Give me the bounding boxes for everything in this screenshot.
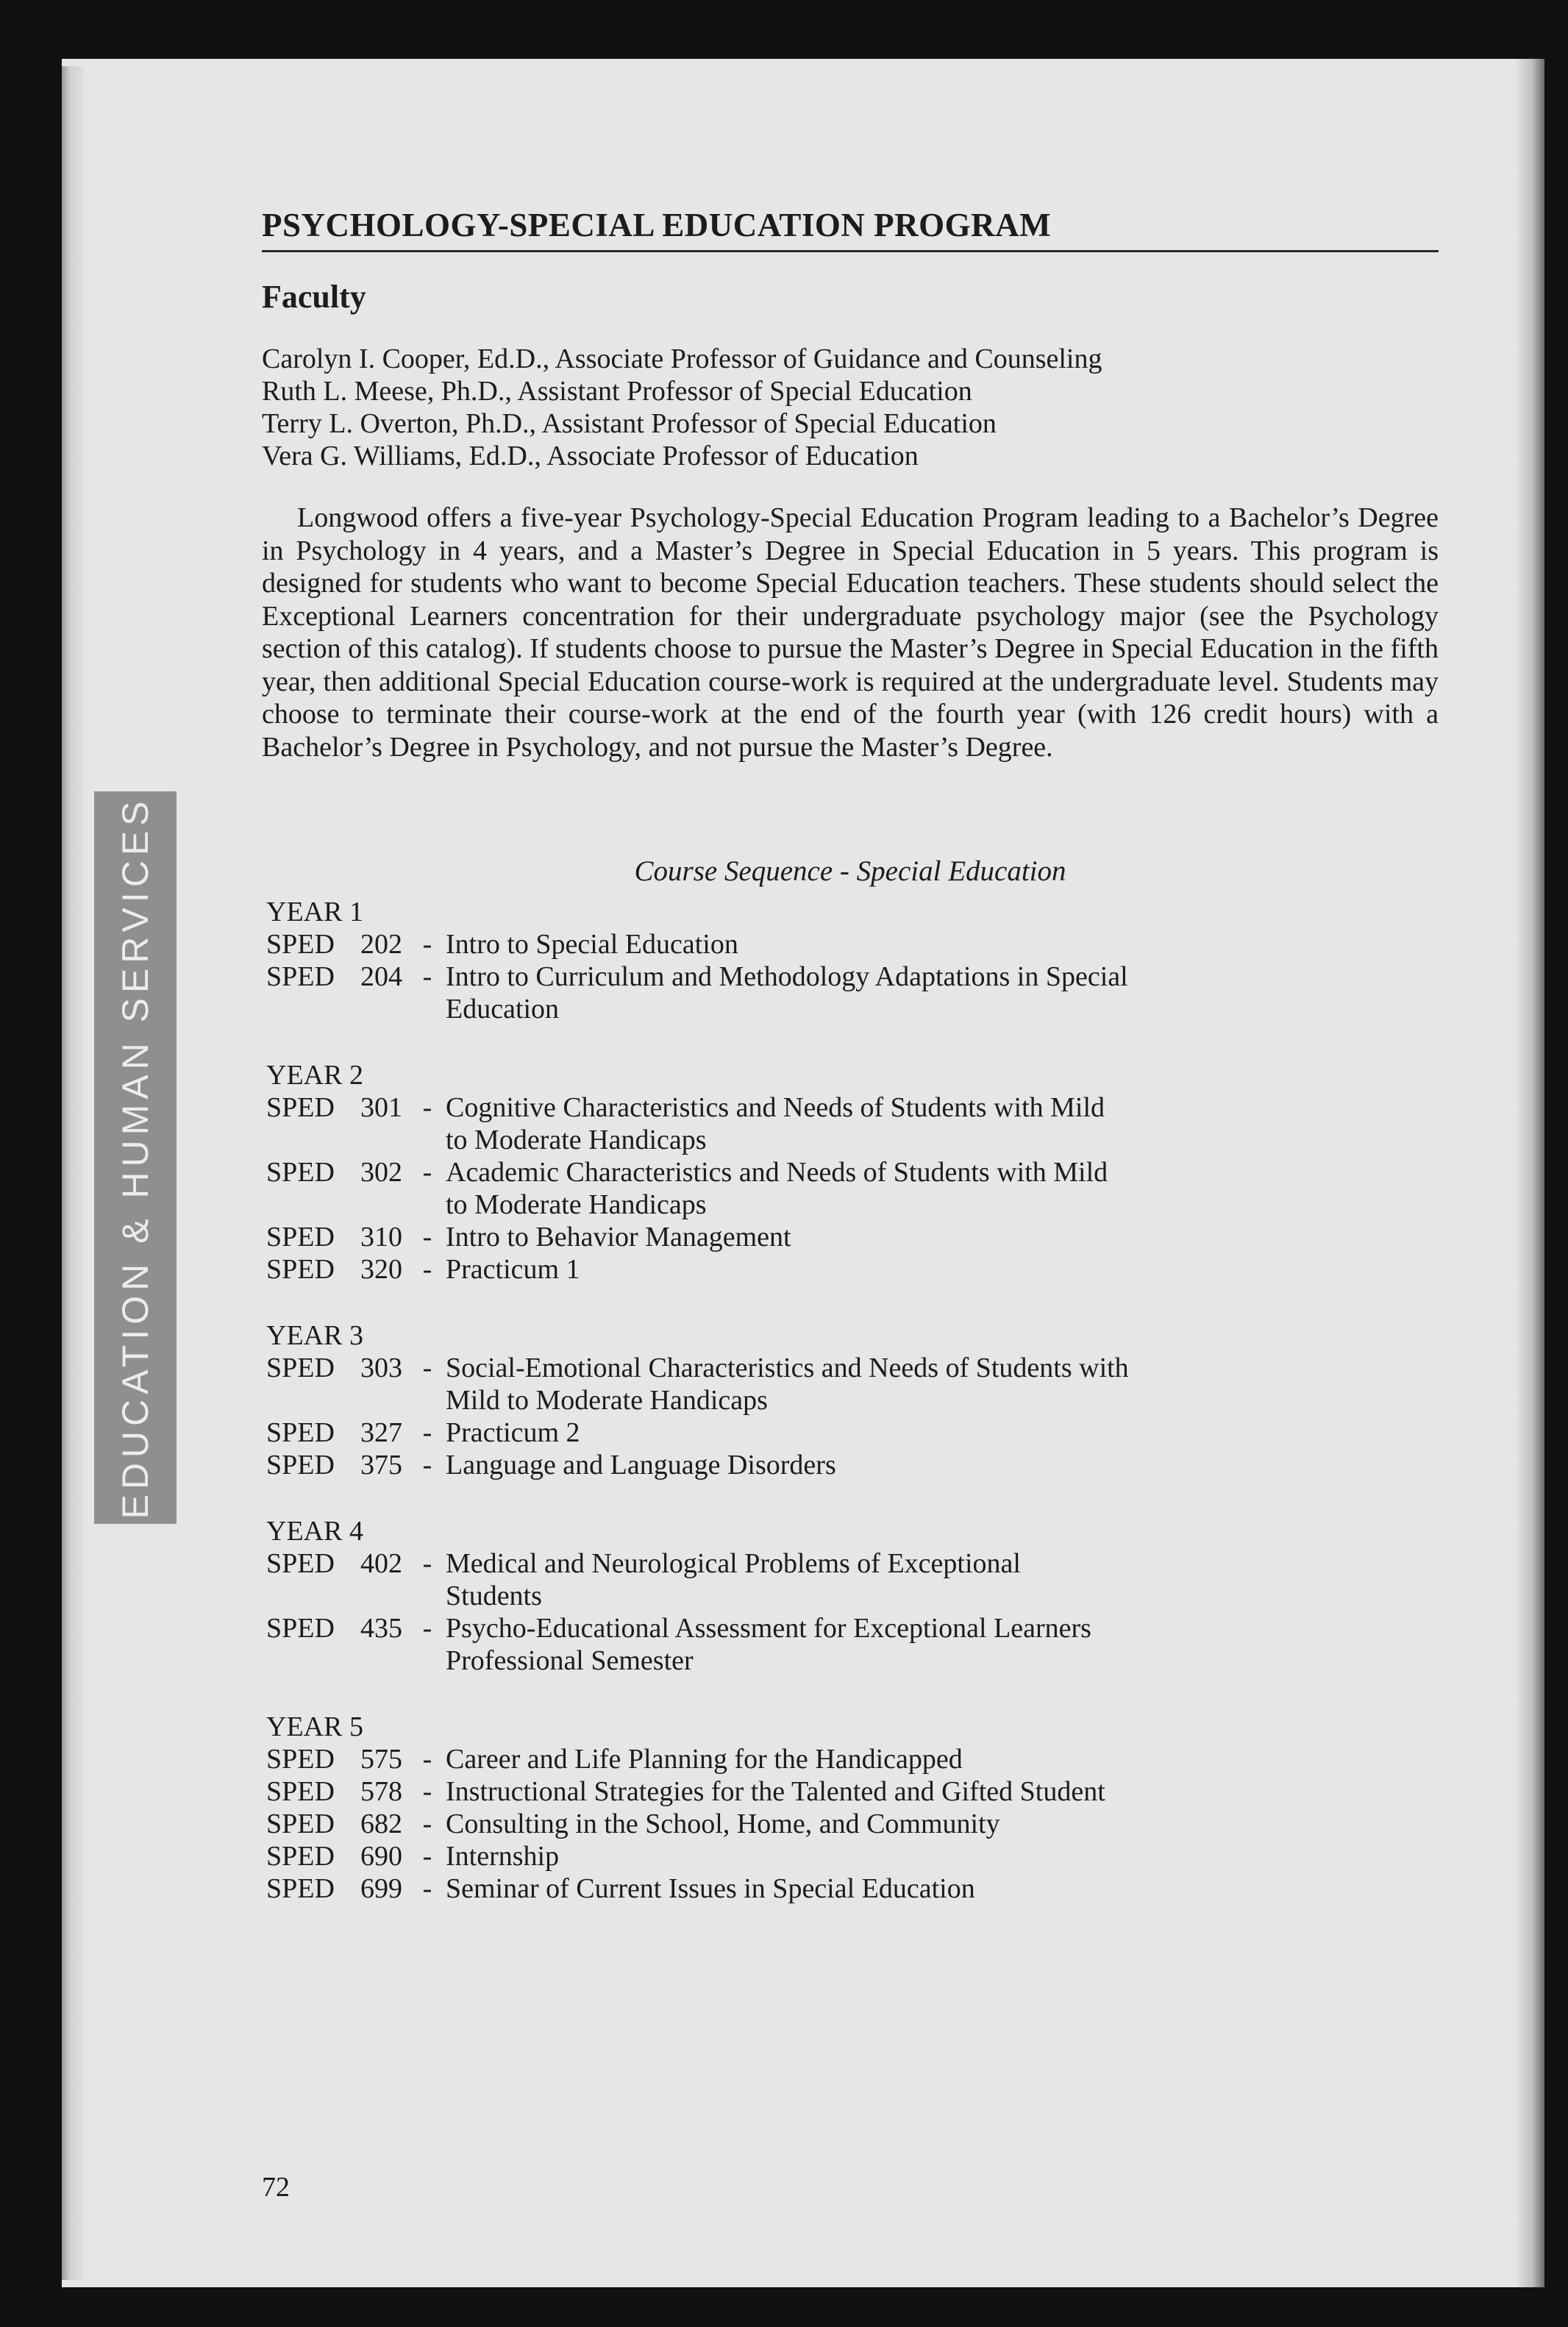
course-sequence xyxy=(266,896,1296,1939)
course-row xyxy=(266,1416,1296,1449)
course-row xyxy=(266,1156,1296,1221)
course-number: 435 xyxy=(360,1613,402,1644)
course-dash: - xyxy=(422,1613,432,1644)
faculty-member: Carolyn I. Cooper, Ed.D., Associate Professor of Guidance and Counseling xyxy=(262,343,1102,374)
course-dash: - xyxy=(422,1744,432,1775)
course-row xyxy=(266,961,1296,1025)
faculty-member: Terry L. Overton, Ph.D., Assistant Professor of Special Education xyxy=(262,408,997,439)
course-code: SPED xyxy=(266,1841,335,1872)
course-title: Intro to Special Education xyxy=(446,929,738,960)
course-number: 204 xyxy=(360,961,402,992)
course-dash: - xyxy=(422,1841,432,1872)
course-title: Practicum 2 xyxy=(446,1417,580,1448)
course-row xyxy=(266,1775,1296,1808)
course-dash: - xyxy=(422,1873,432,1904)
course-title: Intro to Curriculum and Methodology Adaptations in Special Education xyxy=(446,961,1128,1024)
course-code: SPED xyxy=(266,1254,335,1285)
course-title: Academic Characteristics and Needs of Students with Mild to Moderate Handicaps xyxy=(446,1157,1108,1220)
course-title: Cognitive Characteristics and Needs of Students with Mild to Moderate Handicaps xyxy=(446,1092,1105,1155)
year-label: YEAR 2 xyxy=(266,1060,363,1091)
course-dash: - xyxy=(422,1417,432,1448)
course-title: Internship xyxy=(446,1841,560,1872)
course-row xyxy=(266,1743,1296,1775)
course-code: SPED xyxy=(266,961,335,992)
year-block xyxy=(266,1059,1296,1286)
course-number: 375 xyxy=(360,1450,402,1480)
year-label: YEAR 4 xyxy=(266,1516,363,1547)
page-number: 72 xyxy=(262,2172,290,2203)
year-block xyxy=(266,1515,1296,1677)
course-title: Consulting in the School, Home, and Community xyxy=(446,1808,1000,1839)
course-dash: - xyxy=(422,1353,432,1383)
course-code: SPED xyxy=(266,1808,335,1839)
course-dash: - xyxy=(422,1548,432,1579)
course-code: SPED xyxy=(266,1417,335,1448)
page-title: PSYCHOLOGY-SPECIAL EDUCATION PROGRAM xyxy=(262,207,1052,243)
course-title: Intro to Behavior Management xyxy=(446,1222,791,1252)
course-row xyxy=(266,1221,1296,1253)
course-number: 202 xyxy=(360,929,402,960)
course-number: 690 xyxy=(360,1841,402,1872)
course-code: SPED xyxy=(266,1222,335,1252)
course-number: 320 xyxy=(360,1254,402,1285)
course-dash: - xyxy=(422,1776,432,1807)
course-row xyxy=(266,1091,1296,1156)
course-dash: - xyxy=(422,1254,432,1285)
course-title: Seminar of Current Issues in Special Education xyxy=(446,1873,975,1904)
course-row xyxy=(266,1547,1296,1612)
course-number: 699 xyxy=(360,1873,402,1904)
course-title: Practicum 1 xyxy=(446,1254,580,1285)
course-dash: - xyxy=(422,1092,432,1123)
year-block xyxy=(266,1319,1296,1481)
faculty-heading: Faculty xyxy=(262,279,366,315)
year-block xyxy=(266,1711,1296,1905)
year-block xyxy=(266,896,1296,1025)
course-number: 578 xyxy=(360,1776,402,1807)
course-number: 682 xyxy=(360,1808,402,1839)
course-title: Career and Life Planning for the Handicapped xyxy=(446,1744,963,1775)
course-sequence-title: Course Sequence - Special Education xyxy=(634,855,1066,887)
course-code: SPED xyxy=(266,1157,335,1188)
course-title: Social-Emotional Characteristics and Needs of Students with Mild to Moderate Handicaps xyxy=(446,1353,1129,1416)
course-dash: - xyxy=(422,1808,432,1839)
course-row xyxy=(266,1840,1296,1872)
page-edge-right xyxy=(1515,59,1544,2287)
course-title: Medical and Neurological Problems of Exceptional Students xyxy=(446,1548,1021,1611)
course-row xyxy=(266,928,1296,961)
course-number: 310 xyxy=(360,1222,402,1252)
course-code: SPED xyxy=(266,1548,335,1579)
course-code: SPED xyxy=(266,1873,335,1904)
course-title: Psycho-Educational Assessment for Exceptional Learners Professional Semester xyxy=(446,1613,1091,1676)
intro-paragraph: Longwood offers a five-year Psychology-Special Education Program leading to a Bachelor’s Degree in Psychology in 4 years, and a Master’s Degree in Special Education in 5 years. This program is designed for students who want to become Special Education teachers. These students should select the Exceptional Learners concentration for their undergraduate psychology major (see the Psychology section of this catalog). If students choose to pursue the Master’s Degree in Special Education in the fifth year, then additional Special Education course-work is required at the undergraduate level. Students may choose to terminate their course-work at the end of the fourth year (with 126 credit hours) with a Bachelor’s Degree in Psychology, and not pursue the Master’s Degree. xyxy=(262,502,1439,763)
course-number: 327 xyxy=(360,1417,402,1448)
course-code: SPED xyxy=(266,929,335,960)
course-number: 303 xyxy=(360,1353,402,1383)
title-rule xyxy=(262,250,1439,252)
course-code: SPED xyxy=(266,1353,335,1383)
course-dash: - xyxy=(422,1222,432,1252)
course-title: Instructional Strategies for the Talented and Gifted Student xyxy=(446,1776,1105,1807)
course-dash: - xyxy=(422,961,432,992)
course-row xyxy=(266,1352,1296,1416)
course-code: SPED xyxy=(266,1776,335,1807)
year-label: YEAR 5 xyxy=(266,1711,363,1742)
course-row xyxy=(266,1449,1296,1481)
course-row xyxy=(266,1872,1296,1905)
course-number: 301 xyxy=(360,1092,402,1123)
course-code: SPED xyxy=(266,1092,335,1123)
course-dash: - xyxy=(422,1450,432,1480)
course-row xyxy=(266,1253,1296,1286)
course-number: 402 xyxy=(360,1548,402,1579)
course-code: SPED xyxy=(266,1450,335,1480)
year-label: YEAR 1 xyxy=(266,897,363,927)
course-number: 302 xyxy=(360,1157,402,1188)
course-code: SPED xyxy=(266,1744,335,1775)
course-row xyxy=(266,1612,1296,1677)
faculty-member: Ruth L. Meese, Ph.D., Assistant Professor of Special Education xyxy=(262,376,972,407)
faculty-list xyxy=(262,343,1439,472)
course-row xyxy=(266,1808,1296,1840)
side-tab-label: EDUCATION & HUMAN SERVICES xyxy=(115,796,156,1519)
course-number: 575 xyxy=(360,1744,402,1775)
course-title: Language and Language Disorders xyxy=(446,1450,836,1480)
course-code: SPED xyxy=(266,1613,335,1644)
page-edge-left xyxy=(62,66,84,2280)
course-dash: - xyxy=(422,929,432,960)
year-label: YEAR 3 xyxy=(266,1320,363,1351)
faculty-member: Vera G. Williams, Ed.D., Associate Professor of Education xyxy=(262,441,919,471)
course-dash: - xyxy=(422,1157,432,1188)
